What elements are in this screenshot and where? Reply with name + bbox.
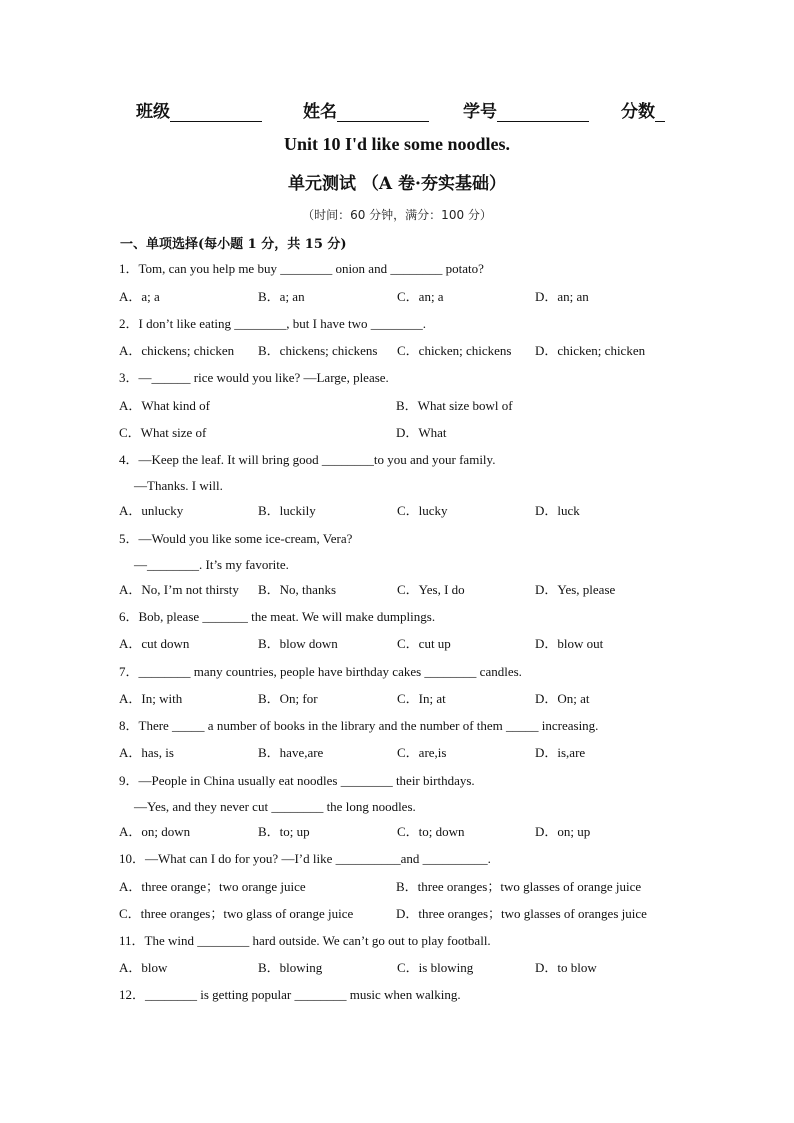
question-10-stem: 10．—What can I do for you? —I’d like __________and __________.: [119, 851, 491, 866]
option-d[interactable]: D．chicken; chicken: [535, 343, 646, 358]
option-a[interactable]: A．No, I’m not thirsty: [119, 582, 239, 597]
question-8-options: [119, 743, 699, 763]
question-9-options: [119, 822, 699, 842]
option-b[interactable]: B．chickens; chickens: [258, 343, 378, 358]
option-c[interactable]: C．cut up: [397, 636, 451, 651]
option-a[interactable]: A．chickens; chicken: [119, 343, 235, 358]
question-4-stem: 4．—Keep the leaf. It will bring good ________to you and your family.: [119, 452, 496, 467]
option-a[interactable]: A．In; with: [119, 691, 183, 706]
option-c[interactable]: C．Yes, I do: [397, 582, 465, 597]
time-note: （时间：60 分钟，满分：100 分）: [302, 208, 492, 222]
question-6-options: [119, 634, 699, 654]
option-b[interactable]: B．On; for: [258, 691, 318, 706]
option-c[interactable]: C．an; a: [397, 289, 444, 304]
option-c[interactable]: C．is blowing: [397, 960, 474, 975]
question-1-options: [119, 287, 699, 307]
question-5-options: [119, 580, 699, 600]
option-d[interactable]: D．blow out: [535, 636, 604, 651]
option-b[interactable]: B．blowing: [258, 960, 323, 975]
question-9-stem: 9．—People in China usually eat noodles ________ their birthdays.: [119, 773, 475, 788]
question-5-stem-reply: —________. It’s my favorite.: [134, 557, 289, 572]
question-7-options: [119, 689, 699, 709]
option-c[interactable]: C．chicken; chickens: [397, 343, 512, 358]
option-b[interactable]: B．What size bowl of: [396, 398, 513, 413]
option-a[interactable]: A．What kind of: [119, 398, 210, 413]
option-d[interactable]: D．an; an: [535, 289, 589, 304]
question-7-stem: 7．________ many countries, people have birthday cakes ________ candles.: [119, 664, 522, 679]
class-blank[interactable]: [170, 103, 262, 122]
option-b[interactable]: B．have,are: [258, 745, 324, 760]
question-3-stem: 3．—______ rice would you like? —Large, please.: [119, 370, 389, 385]
class-field[interactable]: [136, 97, 262, 122]
option-d[interactable]: D．three oranges；two glasses of oranges juice: [396, 906, 647, 921]
question-9-stem-reply: —Yes, and they never cut ________ the long noodles.: [134, 799, 416, 814]
option-b[interactable]: B．to; up: [258, 824, 310, 839]
option-b[interactable]: B．No, thanks: [258, 582, 337, 597]
question-8-stem: 8．There _____ a number of books in the library and the number of them _____ increasing.: [119, 718, 599, 733]
score-blank[interactable]: [655, 103, 665, 122]
section-heading: 一、单项选择(每小题 1 分，共 15 分): [120, 237, 347, 252]
option-a[interactable]: A．three orange；two orange juice: [119, 879, 306, 894]
question-11-stem: 11．The wind ________ hard outside. We can’t go out to play football.: [119, 933, 491, 948]
option-a[interactable]: A．blow: [119, 960, 168, 975]
option-b[interactable]: B．three oranges；two glasses of orange juice: [396, 879, 642, 894]
option-d[interactable]: D．to blow: [535, 960, 597, 975]
option-a[interactable]: A．on; down: [119, 824, 191, 839]
name-label: 姓名: [303, 102, 337, 122]
option-a[interactable]: A．unlucky: [119, 503, 184, 518]
name-field[interactable]: [303, 97, 429, 122]
score-label: 分数: [621, 102, 655, 122]
question-5-stem: 5．—Would you like some ice-cream, Vera?: [119, 531, 353, 546]
option-d[interactable]: D．on; up: [535, 824, 591, 839]
option-b[interactable]: B．a; an: [258, 289, 305, 304]
name-blank[interactable]: [337, 103, 429, 122]
question-3-options-row1: [119, 396, 699, 416]
option-c[interactable]: C．to; down: [397, 824, 465, 839]
question-3-options-row2: [119, 423, 699, 443]
option-d[interactable]: D．luck: [535, 503, 580, 518]
option-c[interactable]: C．In; at: [397, 691, 446, 706]
question-4-options: [119, 501, 699, 521]
option-a[interactable]: A．cut down: [119, 636, 190, 651]
student-id-field[interactable]: [463, 97, 589, 122]
question-10-options-row1: [119, 877, 699, 897]
question-11-options: [119, 958, 699, 978]
option-b[interactable]: B．blow down: [258, 636, 338, 651]
option-c[interactable]: C．lucky: [397, 503, 448, 518]
question-1-stem: 1．Tom, can you help me buy ________ onion and ________ potato?: [119, 261, 484, 276]
score-field[interactable]: [621, 97, 665, 122]
option-b[interactable]: B．luckily: [258, 503, 316, 518]
option-d[interactable]: D．Yes, please: [535, 582, 616, 597]
option-a[interactable]: A．has, is: [119, 745, 174, 760]
option-a[interactable]: A．a; a: [119, 289, 160, 304]
option-d[interactable]: D．What: [396, 425, 447, 440]
question-10-options-row2: [119, 904, 699, 924]
question-4-stem-reply: —Thanks. I will.: [134, 478, 223, 493]
student-id-blank[interactable]: [497, 103, 589, 122]
student-id-label: 学号: [463, 102, 497, 122]
option-c[interactable]: C．are,is: [397, 745, 447, 760]
question-12-stem: 12．________ is getting popular ________ music when walking.: [119, 987, 461, 1002]
question-6-stem: 6．Bob, please _______ the meat. We will make dumplings.: [119, 609, 436, 624]
option-d[interactable]: D．is,are: [535, 745, 586, 760]
question-2-stem: 2．I don’t like eating ________, but I have two ________.: [119, 316, 427, 331]
unit-title: Unit 10 I'd like some noodles.: [283, 134, 511, 154]
option-c[interactable]: C．What size of: [119, 425, 207, 440]
option-d[interactable]: D．On; at: [535, 691, 590, 706]
question-2-options: [119, 341, 699, 361]
option-c[interactable]: C．three oranges；two glass of orange juice: [119, 906, 354, 921]
test-title: 单元测试 （A 卷·夯实基础）: [288, 174, 506, 194]
class-label: 班级: [136, 102, 170, 122]
